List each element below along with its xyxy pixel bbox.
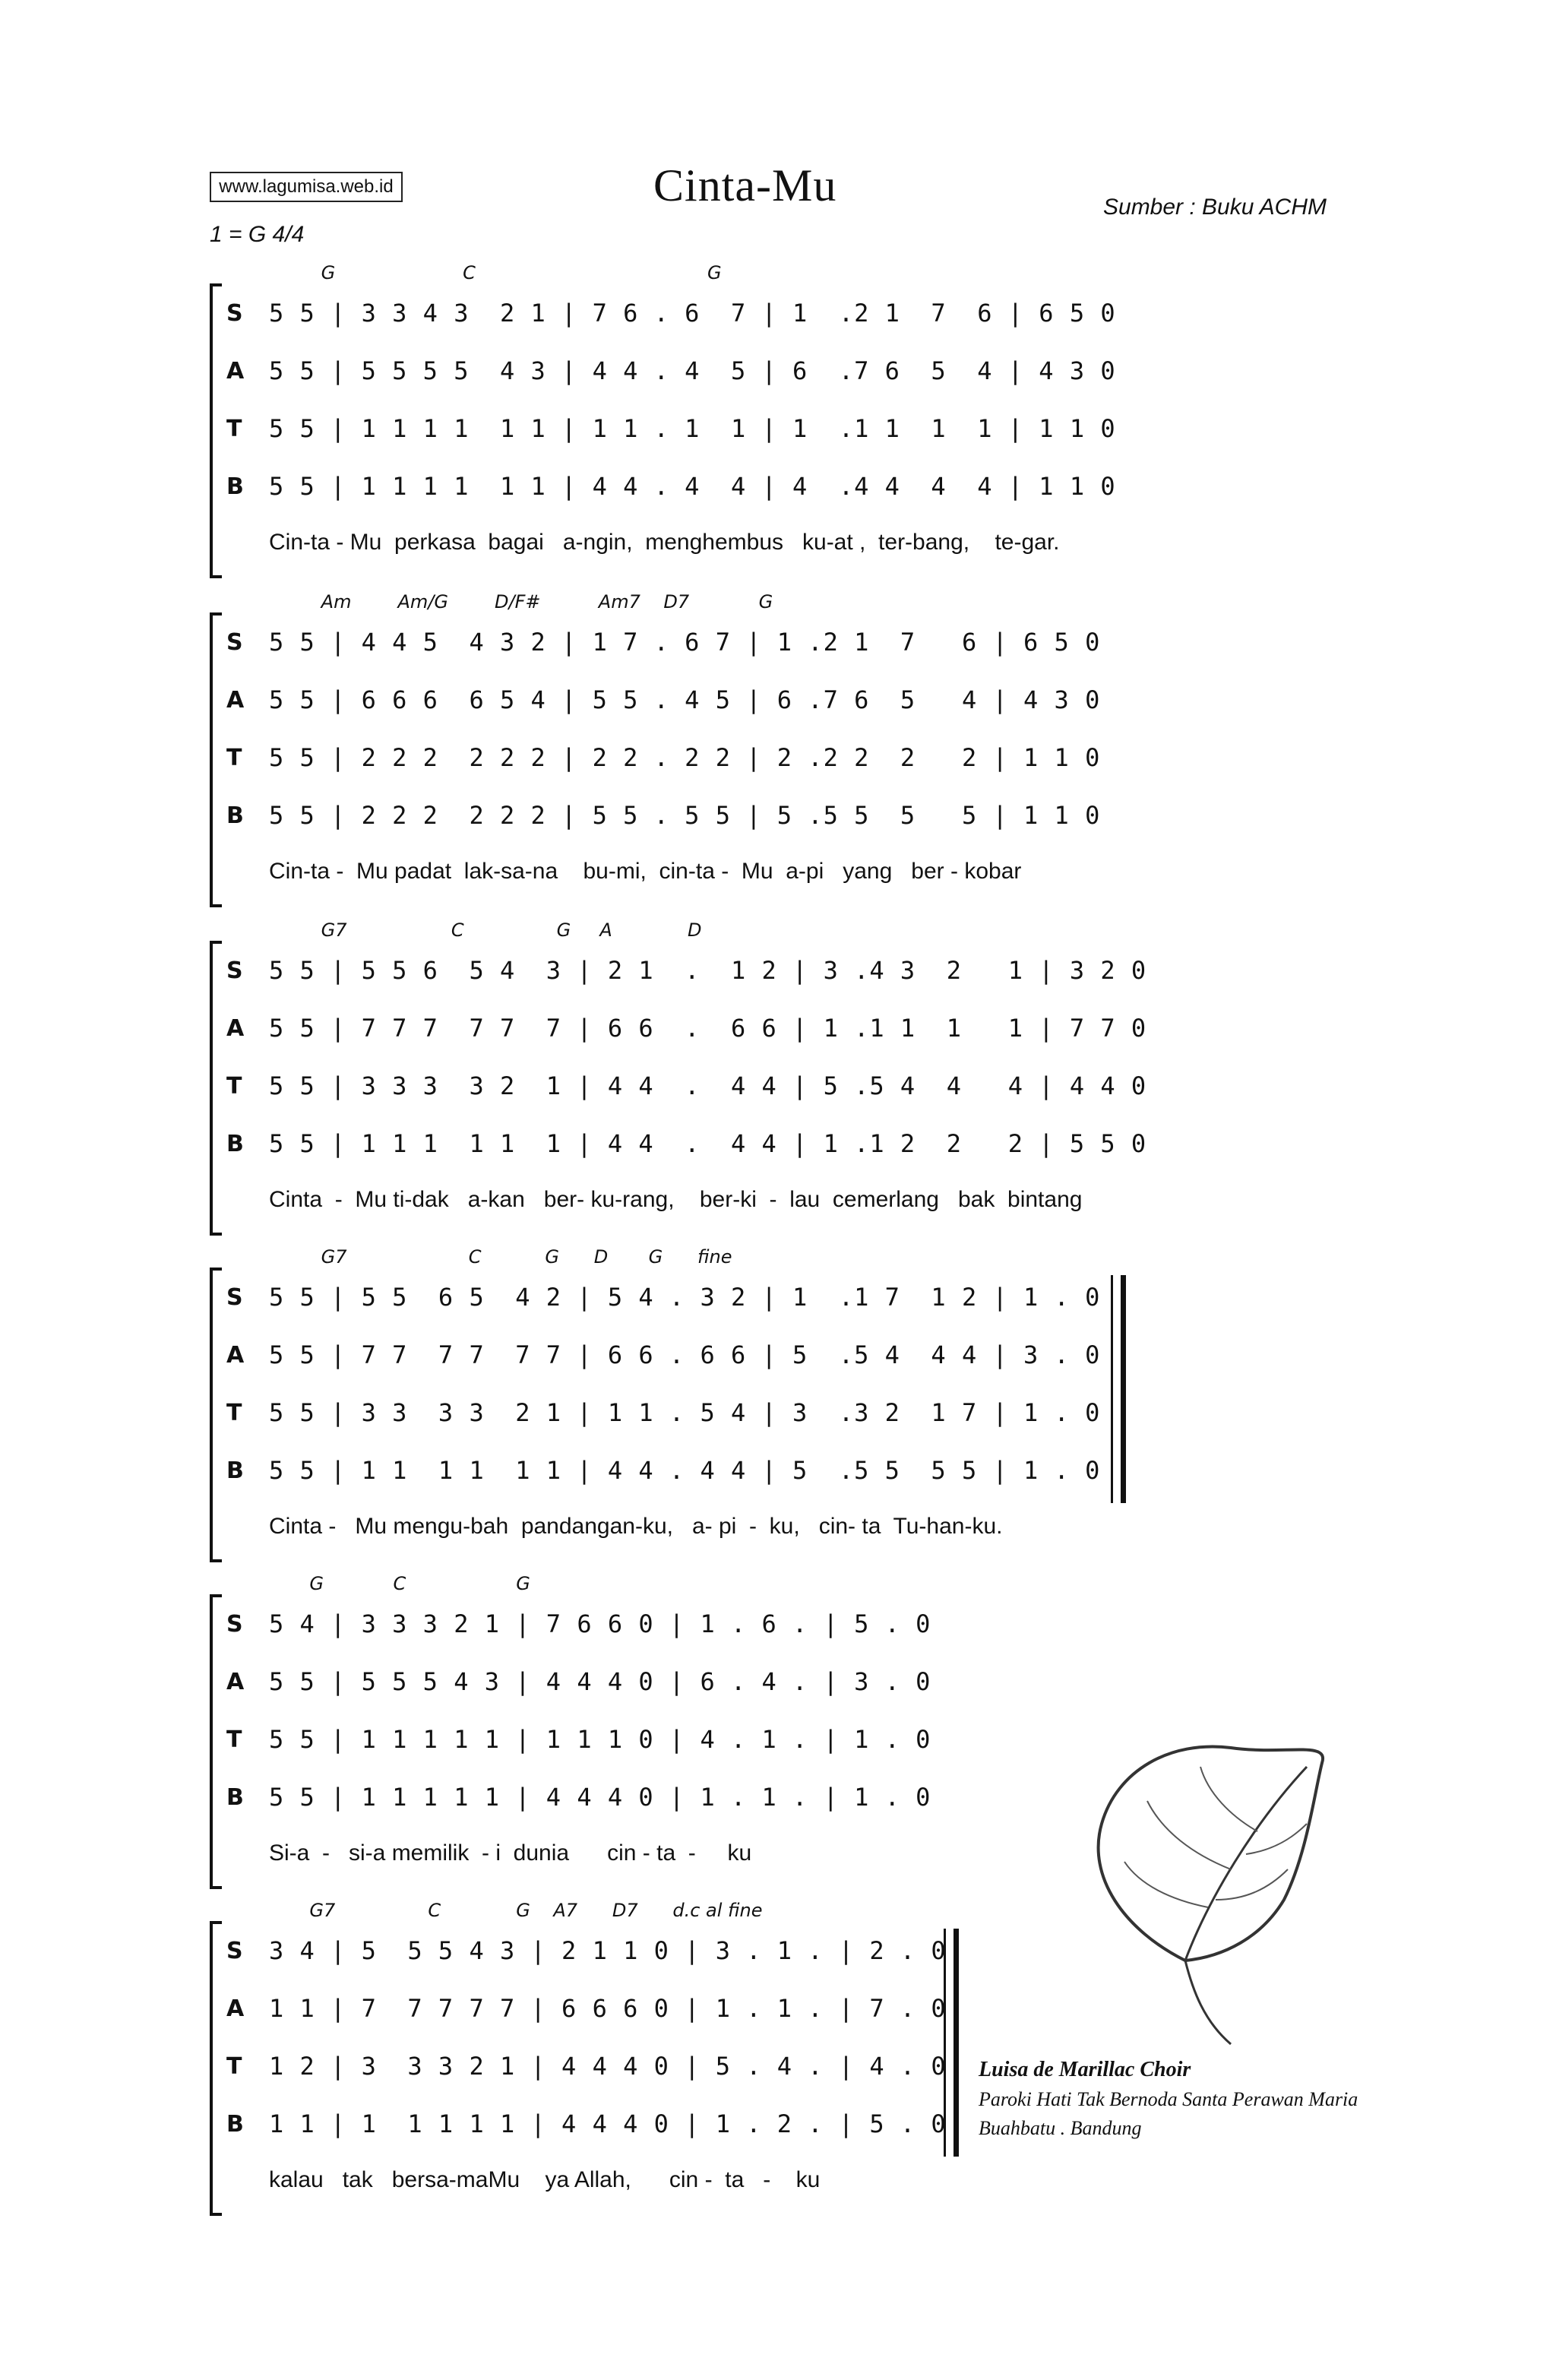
chord-line: G7 C G A7 D7 d.c al fine (269, 1900, 763, 1921)
score-system-2 (210, 591, 1197, 895)
voice-label-alto: A (226, 687, 245, 714)
voice-label-tenor: T (226, 745, 242, 771)
soprano-line: 5 4 | 3 3 3 2 1 | 7 6 6 0 | 1 . 6 . | 5 . 0 (269, 1609, 931, 1638)
system-brace (210, 1594, 222, 1889)
alto-line: 5 5 | 7 7 7 7 7 7 | 6 6 . 6 6 | 5 .5 4 4 4 | 3 . 0 (269, 1340, 1101, 1369)
system-brace (210, 283, 222, 578)
voice-label-tenor: T (226, 1726, 242, 1753)
tenor-line: 5 5 | 2 2 2 2 2 2 | 2 2 . 2 2 | 2 .2 2 2 2 | 1 1 0 (269, 743, 1101, 772)
voice-label-tenor: T (226, 2053, 242, 2080)
bass-line: 5 5 | 1 1 1 1 1 1 | 4 4 . 4 4 | 4 .4 4 4 4 | 1 1 0 (269, 472, 1116, 501)
bass-line: 5 5 | 1 1 1 1 1 1 | 4 4 . 4 4 | 1 .1 2 2 2 | 5 5 0 (269, 1129, 1147, 1158)
choir-credit (979, 2058, 1358, 2140)
soprano-line: 3 4 | 5 5 5 4 3 | 2 1 1 0 | 3 . 1 . | 2 . 0 (269, 1936, 947, 1965)
tenor-line: 5 5 | 3 3 3 3 2 1 | 4 4 . 4 4 | 5 .5 4 4 4 | 4 4 0 (269, 1071, 1147, 1100)
voice-label-tenor: T (226, 1073, 242, 1100)
system-brace (210, 941, 222, 1236)
voice-label-soprano: S (226, 629, 243, 656)
source-note: Sumber : Buku ACHM (1103, 195, 1327, 220)
alto-line: 5 5 | 5 5 5 4 3 | 4 4 4 0 | 6 . 4 . | 3 . 0 (269, 1667, 931, 1696)
tenor-line: 5 5 | 3 3 3 3 2 1 | 1 1 . 5 4 | 3 .3 2 1 7 | 1 . 0 (269, 1398, 1101, 1427)
chord-line: G7 C G D G fine (269, 1246, 732, 1268)
website-label: www.lagumisa.web.id (210, 172, 403, 202)
voice-label-bass: B (226, 1131, 244, 1157)
score-system-6 (210, 1900, 1197, 2204)
final-barline (1111, 1275, 1126, 1503)
lyric-line: Si-a - si-a memilik - i dunia cin - ta - ku (269, 1840, 752, 1866)
voice-label-alto: A (226, 1342, 245, 1369)
score-system-3 (210, 919, 1197, 1223)
lyric-line: Cinta - Mu mengu-bah pandangan-ku, a- pi - ku, cin- ta Tu-han-ku. (269, 1514, 1003, 1539)
soprano-line: 5 5 | 5 5 6 5 4 2 | 5 4 . 3 2 | 1 .1 7 1 2 | 1 . 0 (269, 1283, 1101, 1312)
chord-line: G C G (269, 1573, 530, 1594)
tenor-line: 5 5 | 1 1 1 1 1 | 1 1 1 0 | 4 . 1 . | 1 . 0 (269, 1725, 931, 1754)
voice-label-tenor: T (226, 1400, 242, 1426)
voice-label-soprano: S (226, 1938, 243, 1964)
bass-line: 5 5 | 1 1 1 1 1 1 | 4 4 . 4 4 | 5 .5 5 5 5 | 1 . 0 (269, 1456, 1101, 1485)
soprano-line: 5 5 | 3 3 4 3 2 1 | 7 6 . 6 7 | 1 .2 1 7 6 | 6 5 0 (269, 299, 1116, 328)
voice-label-tenor: T (226, 416, 242, 442)
system-brace (210, 1921, 222, 2216)
score-system-5 (210, 1573, 1197, 1877)
soprano-line: 5 5 | 5 5 6 5 4 3 | 2 1 . 1 2 | 3 .4 3 2 1 | 3 2 0 (269, 956, 1147, 985)
alto-line: 5 5 | 7 7 7 7 7 7 | 6 6 . 6 6 | 1 .1 1 1 1 | 7 7 0 (269, 1014, 1147, 1043)
lyric-line: kalau tak bersa-maMu ya Allah, cin - ta - ku (269, 2167, 821, 2192)
alto-line: 1 1 | 7 7 7 7 7 | 6 6 6 0 | 1 . 1 . | 7 . 0 (269, 1994, 947, 2023)
song-title: Cinta-Mu (653, 160, 837, 210)
voice-label-alto: A (226, 1669, 245, 1695)
key-signature: 1 = G 4/4 (210, 222, 305, 247)
chord-line: Am Am/G D/F# Am7 D7 G (269, 591, 773, 612)
end-barline (944, 1929, 959, 2157)
system-brace (210, 612, 222, 907)
bass-line: 1 1 | 1 1 1 1 1 | 4 4 4 0 | 1 . 2 . | 5 . 0 (269, 2109, 947, 2138)
bass-line: 5 5 | 1 1 1 1 1 | 4 4 4 0 | 1 . 1 . | 1 . 0 (269, 1783, 931, 1812)
voice-label-bass: B (226, 802, 244, 829)
alto-line: 5 5 | 6 6 6 6 5 4 | 5 5 . 4 5 | 6 .7 6 5 4 | 4 3 0 (269, 685, 1101, 714)
voice-label-soprano: S (226, 957, 243, 984)
voice-label-alto: A (226, 358, 245, 385)
voice-label-bass: B (226, 1784, 244, 1811)
tenor-line: 1 2 | 3 3 3 2 1 | 4 4 4 0 | 5 . 4 . | 4 . 0 (269, 2052, 947, 2081)
leaf-icon (1079, 1733, 1337, 2052)
voice-label-soprano: S (226, 1611, 243, 1638)
choir-city: Buahbatu . Bandung (979, 2117, 1142, 2139)
chord-line: G C G (269, 262, 722, 283)
bass-line: 5 5 | 2 2 2 2 2 2 | 5 5 . 5 5 | 5 .5 5 5 5 | 1 1 0 (269, 801, 1101, 830)
tenor-line: 5 5 | 1 1 1 1 1 1 | 1 1 . 1 1 | 1 .1 1 1 1 | 1 1 0 (269, 414, 1116, 443)
chord-line: G7 C G A D (269, 919, 702, 941)
alto-line: 5 5 | 5 5 5 5 4 3 | 4 4 . 4 5 | 6 .7 6 5 4 | 4 3 0 (269, 356, 1116, 385)
leaf-illustration (1079, 1733, 1337, 2055)
score-system-1 (210, 262, 1197, 566)
voice-label-bass: B (226, 1457, 244, 1484)
score-system-4 (210, 1246, 1197, 1550)
lyric-line: Cinta - Mu ti-dak a-kan ber- ku-rang, ber-ki - lau cemerlang bak bintang (269, 1187, 1083, 1212)
voice-label-soprano: S (226, 300, 243, 327)
voice-label-alto: A (226, 1995, 245, 2022)
system-brace (210, 1268, 222, 1562)
lyric-line: Cin-ta - Mu padat lak-sa-na bu-mi, cin-ta - Mu a-pi yang ber - kobar (269, 859, 1022, 884)
choir-name: Luisa de Marillac Choir (979, 2058, 1191, 2081)
voice-label-soprano: S (226, 1284, 243, 1311)
choir-parish: Paroki Hati Tak Bernoda Santa Perawan Maria (979, 2088, 1358, 2110)
soprano-line: 5 5 | 4 4 5 4 3 2 | 1 7 . 6 7 | 1 .2 1 7 6 | 6 5 0 (269, 628, 1101, 657)
voice-label-bass: B (226, 473, 244, 500)
lyric-line: Cin-ta - Mu perkasa bagai a-ngin, menghembus ku-at , ter-bang, te-gar. (269, 530, 1060, 555)
voice-label-bass: B (226, 2111, 244, 2138)
voice-label-alto: A (226, 1015, 245, 1042)
